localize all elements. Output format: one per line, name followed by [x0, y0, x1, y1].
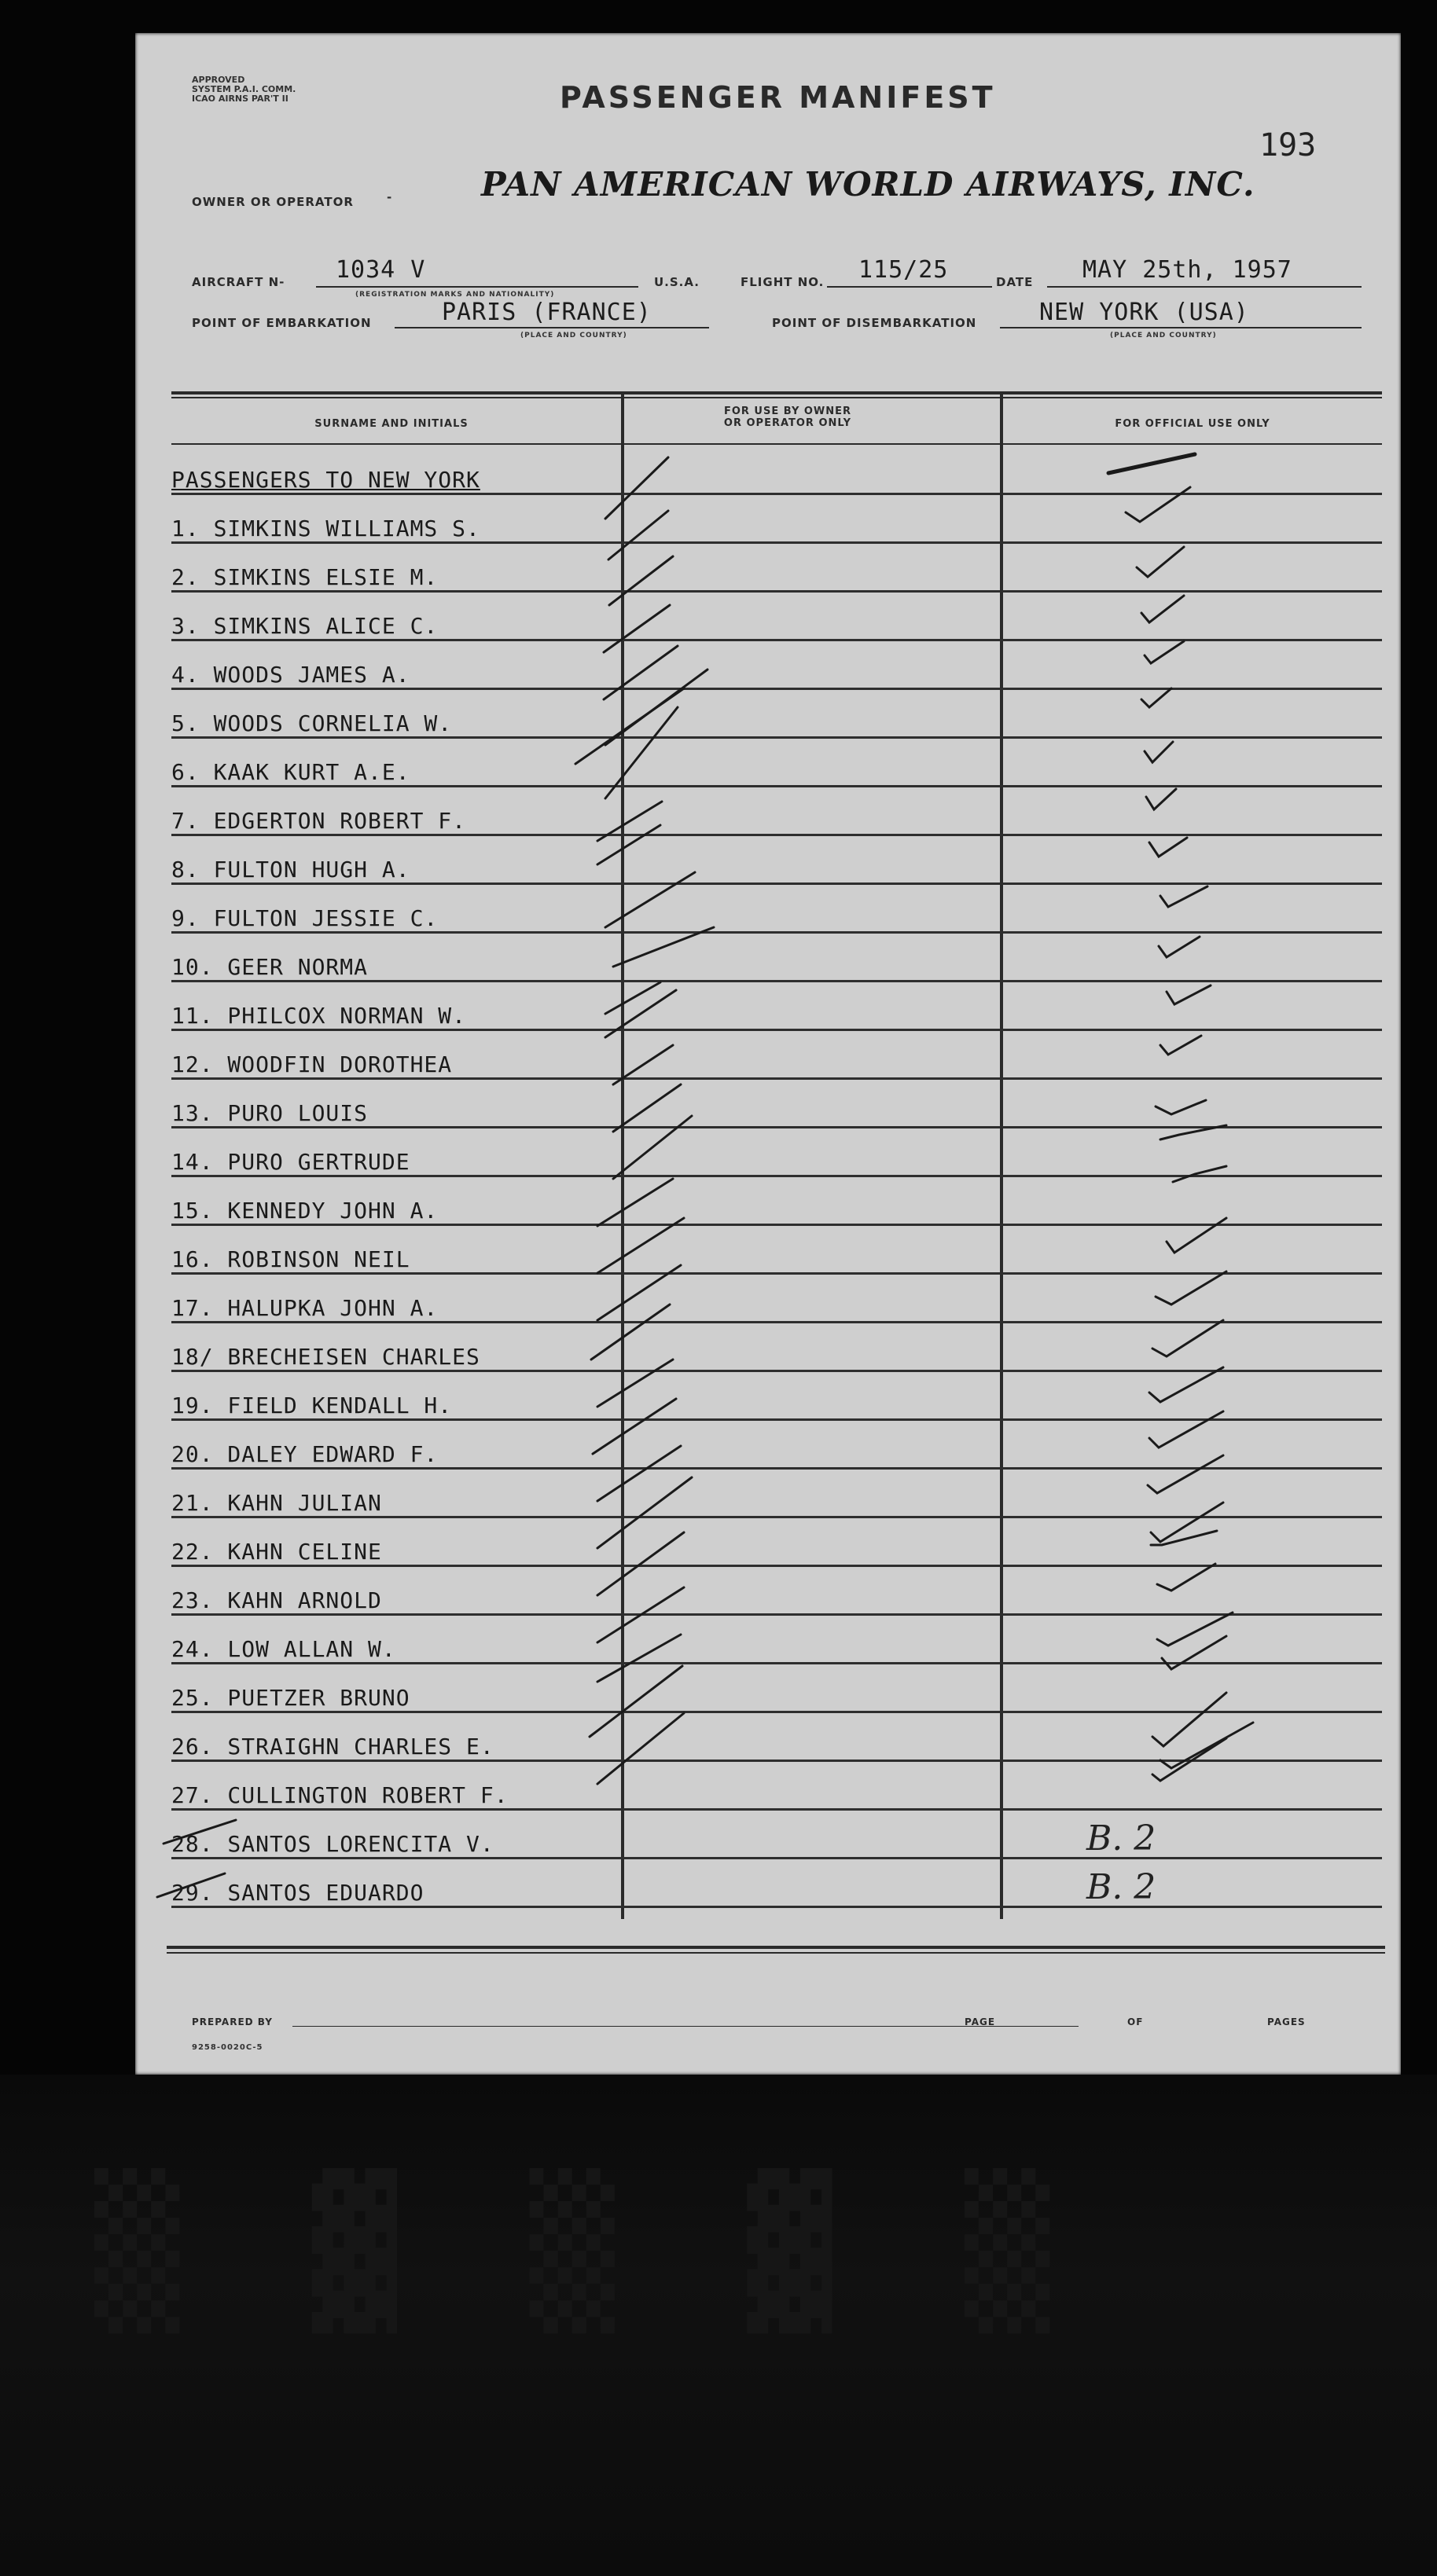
embark-value: PARIS (FRANCE): [442, 299, 652, 326]
official-check-mark: [1126, 487, 1190, 522]
official-check-mark: [1160, 1723, 1253, 1768]
owner-check-mark: [605, 872, 695, 927]
owner-check-mark: [613, 1084, 681, 1132]
form-code: 9258-0020C-5: [192, 2043, 263, 2052]
handwritten-strike: [157, 1873, 225, 1897]
owner-check-mark: [597, 1635, 681, 1682]
owner-dash: -: [387, 190, 393, 204]
official-check-mark: [1149, 1367, 1223, 1402]
owner-check-mark: [605, 457, 668, 519]
owner-check-mark: [613, 1116, 692, 1179]
passenger-row: 10. GEER NORMA: [171, 954, 369, 980]
section-heading: PASSENGERS TO NEW YORK: [171, 467, 480, 493]
passenger-row: 25. PUETZER BRUNO: [171, 1685, 410, 1711]
prepared-by-label: PREPARED BY: [192, 2016, 273, 2027]
aircraft-label: AIRCRAFT N-: [192, 275, 285, 289]
passenger-row: 14. PURO GERTRUDE: [171, 1149, 410, 1175]
official-check-mark: [1141, 688, 1171, 707]
owner-check-mark: [597, 802, 662, 841]
owner-check-mark: [597, 1446, 681, 1501]
official-check-mark: [1160, 1125, 1226, 1139]
passenger-row: 21. KAHN JULIAN: [171, 1490, 382, 1516]
owner-check-mark: [597, 825, 660, 864]
passenger-row: 17. HALUPKA JOHN A.: [171, 1295, 439, 1321]
owner-check-mark: [604, 605, 670, 652]
embark-label: POINT OF EMBARKATION: [192, 316, 372, 330]
passenger-row: 27. CULLINGTON ROBERT F.: [171, 1782, 509, 1808]
passenger-row: 18/ BRECHEISEN CHARLES: [171, 1344, 480, 1370]
bleed-through-shadow: ▒ ▓ ▒ ▓ ▒: [94, 2169, 1074, 2333]
official-check-mark: [1160, 886, 1207, 907]
official-check-mark: [1148, 1455, 1223, 1493]
owner-check-mark: [597, 1532, 684, 1595]
country-label: U.S.A.: [654, 275, 700, 289]
official-check-mark: [1145, 641, 1184, 663]
passenger-row: 1. SIMKINS WILLIAMS S.: [171, 516, 480, 541]
official-check-mark: [1141, 596, 1184, 622]
official-check-mark: [1167, 985, 1211, 1004]
official-check-mark: [1152, 1320, 1223, 1356]
official-check-mark: [1173, 1166, 1226, 1182]
owner-check-mark: [593, 1399, 676, 1454]
passenger-row: 12. WOODFIN DOROTHEA: [171, 1051, 453, 1077]
official-check-mark: [1156, 1100, 1206, 1114]
official-check-mark: [1167, 1218, 1226, 1253]
approval-line-2: SYSTEM P.A.I. COMM.: [192, 84, 296, 94]
passenger-row: 7. EDGERTON ROBERT F.: [171, 808, 467, 834]
passenger-row: 8. FULTON HUGH A.: [171, 857, 410, 883]
official-check-mark: [1160, 1036, 1201, 1055]
date-value: MAY 25th, 1957: [1082, 256, 1292, 284]
official-note: B. 2: [1086, 1867, 1156, 1907]
owner-use-line-1: FOR USE BY OWNER: [723, 405, 852, 417]
official-check-mark: [1152, 1693, 1226, 1746]
disembark-label: POINT OF DISEMBARKATION: [772, 316, 977, 330]
passenger-row: 5. WOODS CORNELIA W.: [171, 710, 453, 736]
passenger-row: 19. FIELD KENDALL H.: [171, 1393, 453, 1418]
owner-check-mark: [605, 982, 660, 1014]
handwritten-strike: [164, 1820, 236, 1844]
owner-check-mark: [604, 646, 678, 699]
owner-check-mark: [597, 1179, 673, 1226]
official-check-mark: [1149, 1411, 1223, 1448]
official-note: B. 2: [1086, 1818, 1156, 1859]
owner-check-mark: [609, 556, 673, 605]
passenger-row: 3. SIMKINS ALICE C.: [171, 613, 439, 639]
date-label: DATE: [996, 275, 1034, 289]
aircraft-sublabel: (REGISTRATION MARKS AND NATIONALITY): [355, 291, 555, 299]
owner-check-mark: [605, 707, 678, 798]
owner-check-mark: [597, 1218, 684, 1273]
official-check-mark: [1157, 1613, 1233, 1646]
official-check-mark: [1151, 1503, 1223, 1542]
passenger-row: 20. DALEY EDWARD F.: [171, 1441, 439, 1467]
official-check-mark: [1157, 1564, 1215, 1591]
official-check-mark: [1145, 742, 1173, 762]
column-header-official-use: FOR OFFICIAL USE ONLY: [1115, 418, 1270, 430]
official-check-mark: [1159, 937, 1200, 957]
owner-value: PAN AMERICAN WORLD AIRWAYS, INC.: [481, 165, 1255, 204]
approval-line-1: APPROVED: [192, 75, 245, 85]
official-check-mark: [1146, 789, 1176, 809]
passenger-row: 6. KAAK KURT A.E.: [171, 759, 410, 785]
owner-check-mark: [597, 1713, 684, 1784]
official-check-mark: [1162, 1636, 1226, 1669]
owner-check-mark: [597, 1587, 684, 1642]
owner-label: OWNER OR OPERATOR: [192, 195, 354, 209]
passenger-row: 24. LOW ALLAN W.: [171, 1636, 396, 1662]
passenger-row: 4. WOODS JAMES A.: [171, 662, 410, 688]
column-header-surname: SURNAME AND INITIALS: [314, 418, 469, 430]
official-check-mark: [1156, 1271, 1226, 1305]
passenger-row: 9. FULTON JESSIE C.: [171, 905, 439, 931]
owner-check-mark: [605, 990, 676, 1037]
passenger-row: 22. KAHN CELINE: [171, 1539, 382, 1565]
flight-value: 115/25: [858, 256, 949, 284]
official-check-mark: [1108, 454, 1195, 473]
page-number: 193: [1259, 127, 1317, 163]
approval-line-3: ICAO AIRNS PAR'T II: [192, 94, 289, 104]
passenger-row: 29. SANTOS EDUARDO: [171, 1880, 424, 1906]
page-title: PASSENGER MANIFEST: [560, 80, 996, 115]
passenger-row: 26. STRAIGHN CHARLES E.: [171, 1734, 494, 1760]
embark-sublabel: (PLACE AND COUNTRY): [520, 332, 627, 339]
passenger-row: 23. KAHN ARNOLD: [171, 1587, 382, 1613]
official-check-mark: [1137, 547, 1184, 577]
passenger-row: 11. PHILCOX NORMAN W.: [171, 1003, 467, 1029]
owner-check-mark: [597, 1265, 681, 1320]
passenger-row: 28. SANTOS LORENCITA V.: [171, 1831, 494, 1857]
owner-check-mark: [597, 1360, 673, 1407]
pages-label: PAGES: [1267, 2016, 1306, 2027]
disembark-value: NEW YORK (USA): [1039, 299, 1249, 326]
passenger-row: 13. PURO LOUIS: [171, 1100, 369, 1126]
flight-label: FLIGHT NO.: [741, 275, 825, 289]
owner-check-mark: [591, 1305, 670, 1360]
owner-check-mark: [613, 1045, 673, 1084]
disembark-sublabel: (PLACE AND COUNTRY): [1110, 332, 1217, 339]
official-check-mark: [1149, 838, 1187, 857]
owner-check-mark: [613, 927, 714, 967]
page-label: PAGE: [965, 2016, 996, 2027]
aircraft-value: 1034 V: [336, 256, 426, 284]
passenger-row: 15. KENNEDY JOHN A.: [171, 1198, 439, 1224]
passenger-row: 16. ROBINSON NEIL: [171, 1246, 410, 1272]
of-label: OF: [1127, 2016, 1144, 2027]
owner-check-mark: [575, 688, 684, 764]
passenger-row: 2. SIMKINS ELSIE M.: [171, 564, 439, 590]
owner-use-line-2: OR OPERATOR ONLY: [723, 417, 852, 429]
owner-check-mark: [608, 511, 668, 560]
